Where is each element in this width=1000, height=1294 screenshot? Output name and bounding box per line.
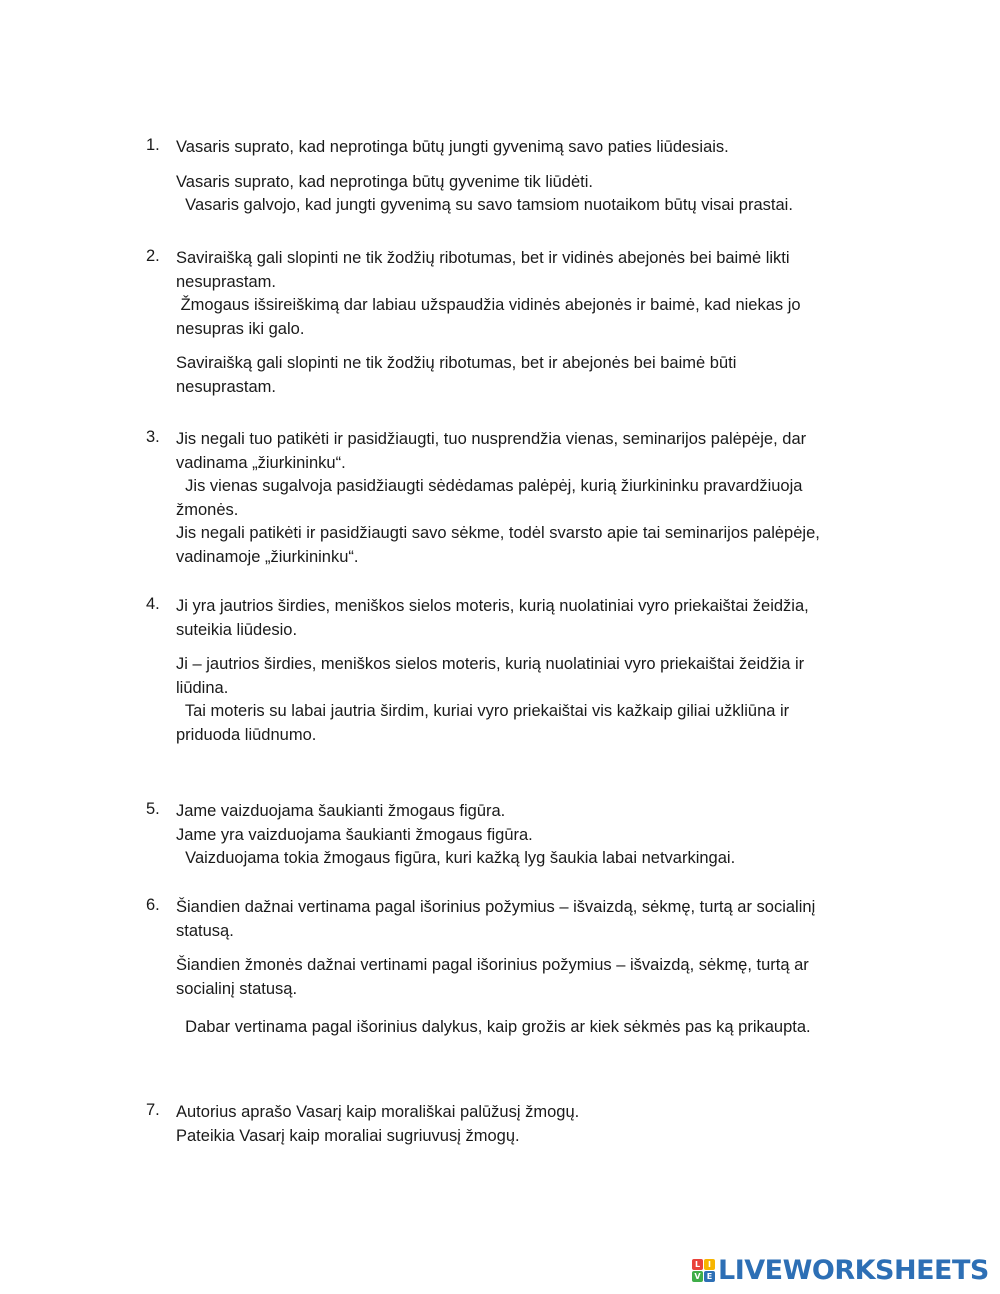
text-line: Šiandien žmonės dažnai vertinami pagal išorinius požymius – išvaizdą, sėkmę, turtą ar — [176, 956, 809, 974]
text-line: Žmogaus išsireiškimą dar labiau užspaudžia vidinės abejonės ir baimė, kad niekas jo — [176, 296, 801, 314]
logo-letter: I — [704, 1259, 715, 1270]
text-line: Vasaris suprato, kad neprotinga būtų gyvenime tik liūdėti. — [176, 172, 594, 191]
item-number: 1. — [146, 136, 160, 154]
item-number: 2. — [146, 247, 160, 265]
text-line: nesupras iki galo. — [176, 319, 305, 338]
text-line: Vaizduojama tokia žmogaus figūra, kuri kažką lyg šaukia labai netvarkingai. — [176, 849, 736, 867]
text-line: suteikia liūdesio. — [176, 620, 298, 639]
item-text — [176, 896, 896, 1040]
text-line: Vasaris suprato, kad neprotinga būtų jungti gyvenimą savo paties liūdesiais. — [176, 138, 729, 156]
logo-letter: V — [692, 1271, 703, 1282]
text-line: nesuprastam. — [176, 377, 276, 396]
logo-text: LIVEWORKSHEETS — [718, 1254, 989, 1286]
item-text — [176, 1101, 896, 1148]
text-line: Jis vienas sugalvoja pasidžiaugti sėdėdamas palėpėj, kurią žiurkininku pravardžiuoja — [176, 477, 803, 495]
text-line: Autorius aprašo Vasarį kaip morališkai palūžusį žmogų. — [176, 1103, 580, 1121]
text-line: Pateikia Vasarį kaip moraliai sugriuvusį žmogų. — [176, 1126, 520, 1145]
text-line: vadinama „žiurkininku“. — [176, 453, 346, 472]
blank-line — [176, 642, 896, 653]
blank-line — [176, 943, 896, 954]
item-text — [176, 595, 896, 747]
text-line: Tai moteris su labai jautria širdim, kuriai vyro priekaištai vis kažkaip giliai užkliūna ir — [176, 702, 790, 720]
text-line: Dabar vertinama pagal išorinius dalykus, kaip grožis ar kiek sėkmės pas ką prikaupta. — [176, 1018, 811, 1036]
item-number: 3. — [146, 428, 160, 446]
text-line: statusą. — [176, 921, 234, 940]
text-line: Jame yra vaizduojama šaukianti žmogaus figūra. — [176, 825, 533, 844]
text-line: Ji – jautrios širdies, meniškos sielos moteris, kurią nuolatiniai vyro priekaištai žeidžia ir — [176, 655, 805, 673]
item-text — [176, 428, 896, 569]
text-line: nesuprastam. — [176, 272, 276, 291]
text-line: Šiandien dažnai vertinama pagal išorinius požymius – išvaizdą, sėkmę, turtą ar socialinį — [176, 898, 816, 916]
item-number: 4. — [146, 595, 160, 613]
liveworksheets-logo — [692, 1255, 989, 1285]
logo-mark-icon — [692, 1259, 715, 1282]
logo-letter: E — [704, 1271, 715, 1282]
item-number: 7. — [146, 1101, 160, 1119]
item-text — [176, 247, 896, 399]
item-number: 6. — [146, 896, 160, 914]
text-line: Jame vaizduojama šaukianti žmogaus figūra. — [176, 802, 506, 820]
text-line: žmonės. — [176, 500, 239, 519]
blank-line — [176, 1001, 896, 1016]
text-line: Saviraišką gali slopinti ne tik žodžių ribotumas, bet ir vidinės abejonės bei baimė likti — [176, 249, 790, 267]
text-line: socialinį statusą. — [176, 979, 298, 998]
item-text — [176, 136, 896, 218]
text-line: Vasaris galvojo, kad jungti gyvenimą su savo tamsiom nuotaikom būtų visai prastai. — [176, 196, 793, 214]
item-text — [176, 800, 896, 871]
blank-line — [176, 341, 896, 352]
blank-line — [176, 160, 896, 171]
text-line: Ji yra jautrios širdies, meniškos sielos moteris, kurią nuolatiniai vyro priekaištai žeidžia, — [176, 597, 809, 615]
item-number: 5. — [146, 800, 160, 818]
text-line: priduoda liūdnumo. — [176, 725, 317, 744]
text-line: liūdina. — [176, 678, 229, 697]
text-line: Jis negali patikėti ir pasidžiaugti savo sėkme, todėl svarsto apie tai seminarijos palėpėje, — [176, 524, 820, 542]
text-line: Jis negali tuo patikėti ir pasidžiaugti, tuo nusprendžia vienas, seminarijos palėpėje, dar — [176, 430, 807, 448]
text-line: Saviraišką gali slopinti ne tik žodžių ribotumas, bet ir abejonės bei baimė būti — [176, 354, 737, 372]
text-line: vadinamoje „žiurkininku“. — [176, 547, 359, 566]
logo-letter: L — [692, 1259, 703, 1270]
